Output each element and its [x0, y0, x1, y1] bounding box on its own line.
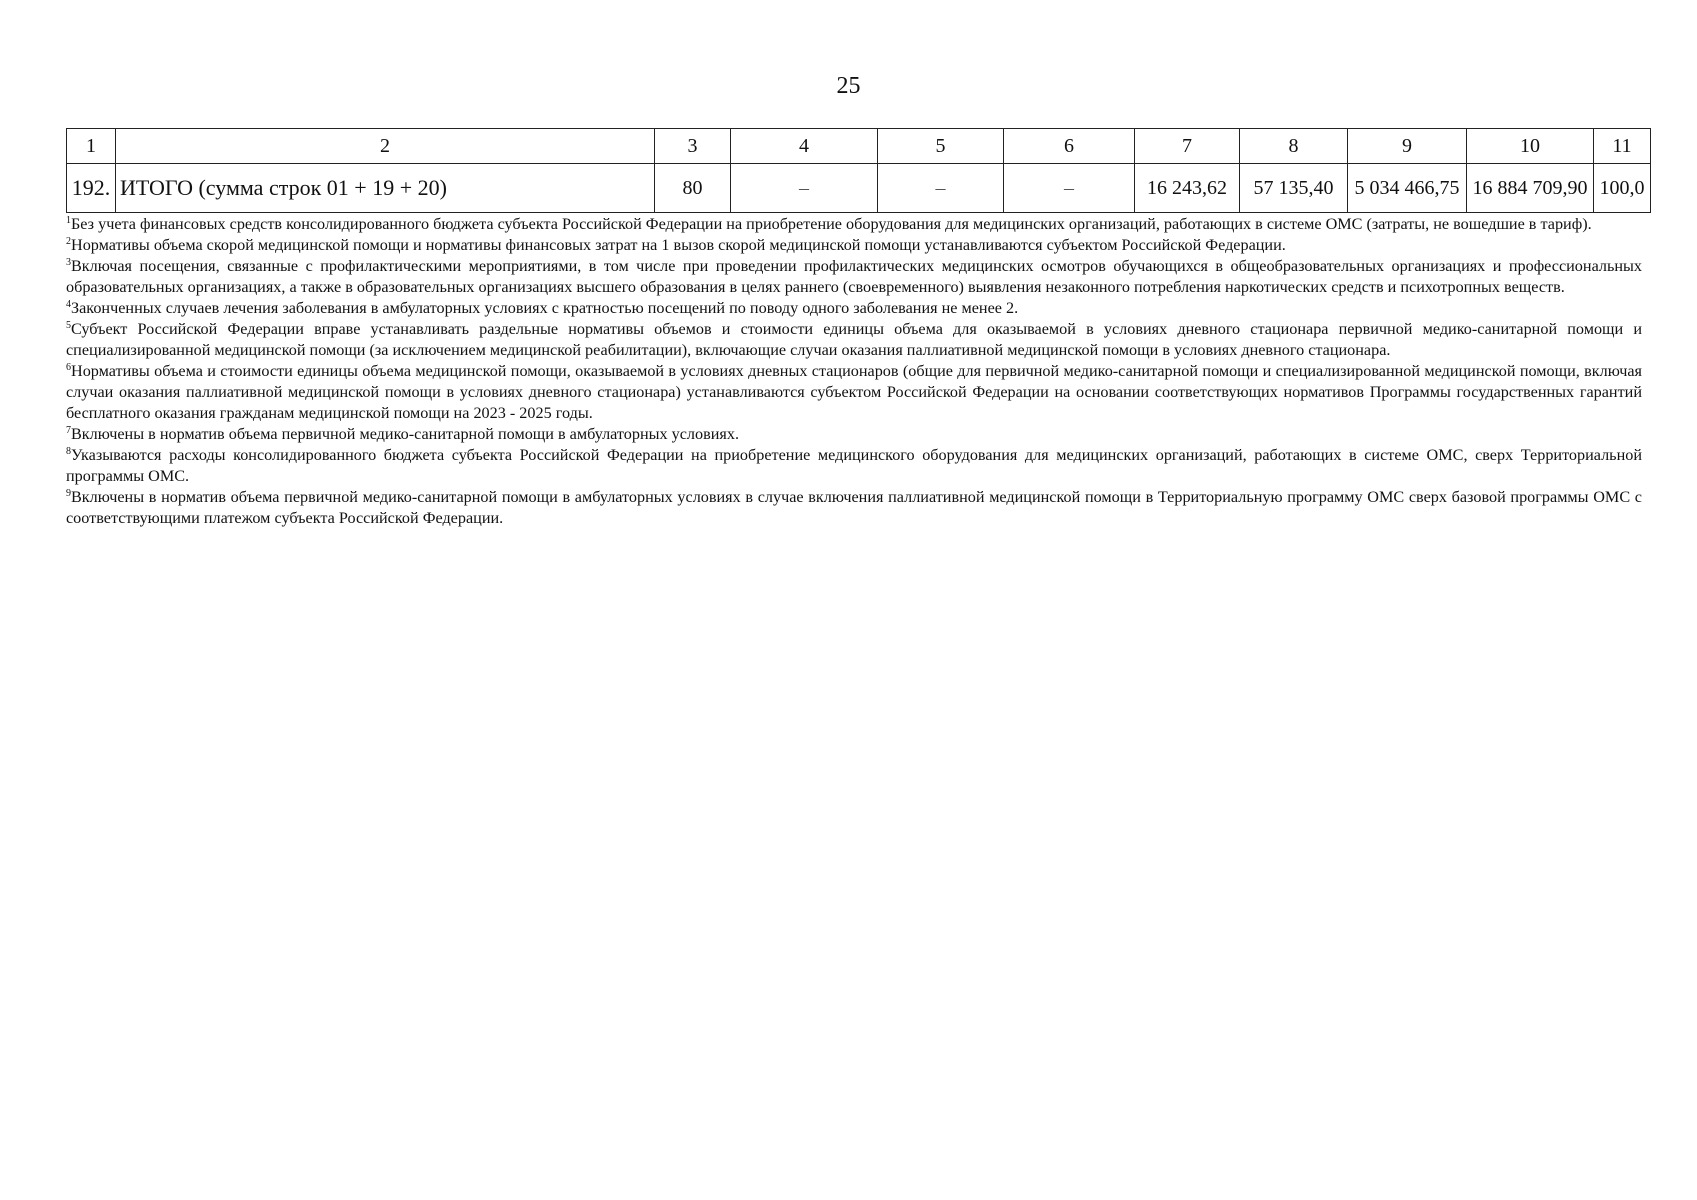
table-row [67, 164, 1651, 213]
footnote-text: Нормативы объема скорой медицинской помощи и нормативы финансовых затрат на 1 вызов скорой медицинской помощи устанавливаются субъектом Российской Федерации. [71, 236, 1286, 254]
footnote-mark: 5 [66, 320, 71, 331]
column-header: 6 [1004, 129, 1135, 164]
column-number-row [67, 129, 1651, 164]
footnote-text: Нормативы объема и стоимости единицы объема медицинской помощи, оказываемой в условиях дневных стационаров (общие для первичной медико-санитарной помощи и специализированной медицинской помощи, включая случаи оказания паллиативной медицинской помощи в условиях дневного стационара) устанавливаются субъектом Российской Федерации на основании соответствующих нормативов Программы государственных гарантий бесплатного оказания гражданам медицинской помощи на 2023 - 2025 годы. [66, 362, 1642, 422]
footnote-text: Субъект Российской Федерации вправе устанавливать раздельные нормативы объемов и стоимости единицы объема для оказываемой в условиях дневного стационара первичной медико-санитарной помощи и специализированной медицинской помощи (за исключением медицинской реабилитации), включающие случаи оказания паллиативной медицинской помощи в условиях дневного стационара. [66, 320, 1642, 359]
table-cell: 57 135,40 [1240, 164, 1348, 213]
row-name-cell: ИТОГО (сумма строк 01 + 19 + 20) [116, 164, 655, 213]
footnote-mark: 9 [66, 488, 71, 499]
footnote-mark: 4 [66, 299, 71, 310]
footnote-text: Законченных случаев лечения заболевания в амбулаторных условиях с кратностью посещений по поводу одного заболевания не менее 2. [71, 299, 1019, 317]
column-header: 9 [1348, 129, 1467, 164]
summary-table [66, 128, 1651, 213]
column-header: 8 [1240, 129, 1348, 164]
table-cell: 100,0 [1594, 164, 1651, 213]
column-header: 3 [655, 129, 731, 164]
footnote-text: Включая посещения, связанные с профилактическими мероприятиями, в том числе при проведении профилактических медицинских осмотров обучающихся в общеобразовательных организациях и профессиональных образовательных организациях, а также в образовательных организациях высшего образования в целях раннего (своевременного) выявления незаконного потребления наркотических средств и психотропных веществ. [66, 257, 1642, 296]
footnote [66, 361, 1642, 424]
footnote [66, 298, 1642, 319]
footnotes [66, 214, 1642, 529]
column-header: 10 [1467, 129, 1594, 164]
footnote-mark: 2 [66, 236, 71, 247]
column-header: 11 [1594, 129, 1651, 164]
footnote [66, 319, 1642, 361]
column-header: 2 [116, 129, 655, 164]
footnote-text: Указываются расходы консолидированного бюджета субъекта Российской Федерации на приобретение медицинского оборудования для медицинских организаций, работающих в системе ОМС, сверх Территориальной программы ОМС. [66, 446, 1642, 485]
table-cell: – [1004, 164, 1135, 213]
table-cell: 16 884 709,90 [1467, 164, 1594, 213]
footnote-mark: 8 [66, 446, 71, 457]
footnote-mark: 1 [66, 215, 71, 226]
footnote [66, 424, 1642, 445]
footnote-text: Без учета финансовых средств консолидированного бюджета субъекта Российской Федерации на приобретение оборудования для медицинских организаций, работающих в системе ОМС (затраты, не вошедшие в тариф). [71, 215, 1592, 233]
footnote-text: Включены в норматив объема первичной медико-санитарной помощи в амбулаторных условиях в случае включения паллиативной медицинской помощи в Территориальную программу ОМС сверх базовой программы ОМС с соответствующими платежом субъекта Российской Федерации. [66, 488, 1642, 527]
table-cell: – [731, 164, 878, 213]
footnote-text: Включены в норматив объема первичной медико-санитарной помощи в амбулаторных условиях. [71, 425, 739, 443]
footnote [66, 214, 1642, 235]
footnote-mark: 6 [66, 362, 71, 373]
column-header: 1 [67, 129, 116, 164]
page-number: 25 [836, 73, 861, 99]
table-cell: 16 243,62 [1135, 164, 1240, 213]
footnote [66, 487, 1642, 529]
column-header: 4 [731, 129, 878, 164]
footnote-mark: 7 [66, 425, 71, 436]
table-cell: – [878, 164, 1004, 213]
footnote-mark: 3 [66, 257, 71, 268]
column-header: 5 [878, 129, 1004, 164]
table-cell: 80 [655, 164, 731, 213]
column-header: 7 [1135, 129, 1240, 164]
row-number-cell: 192. [67, 164, 116, 213]
footnote [66, 235, 1642, 256]
footnote [66, 445, 1642, 487]
table-cell: 5 034 466,75 [1348, 164, 1467, 213]
footnote [66, 256, 1642, 298]
